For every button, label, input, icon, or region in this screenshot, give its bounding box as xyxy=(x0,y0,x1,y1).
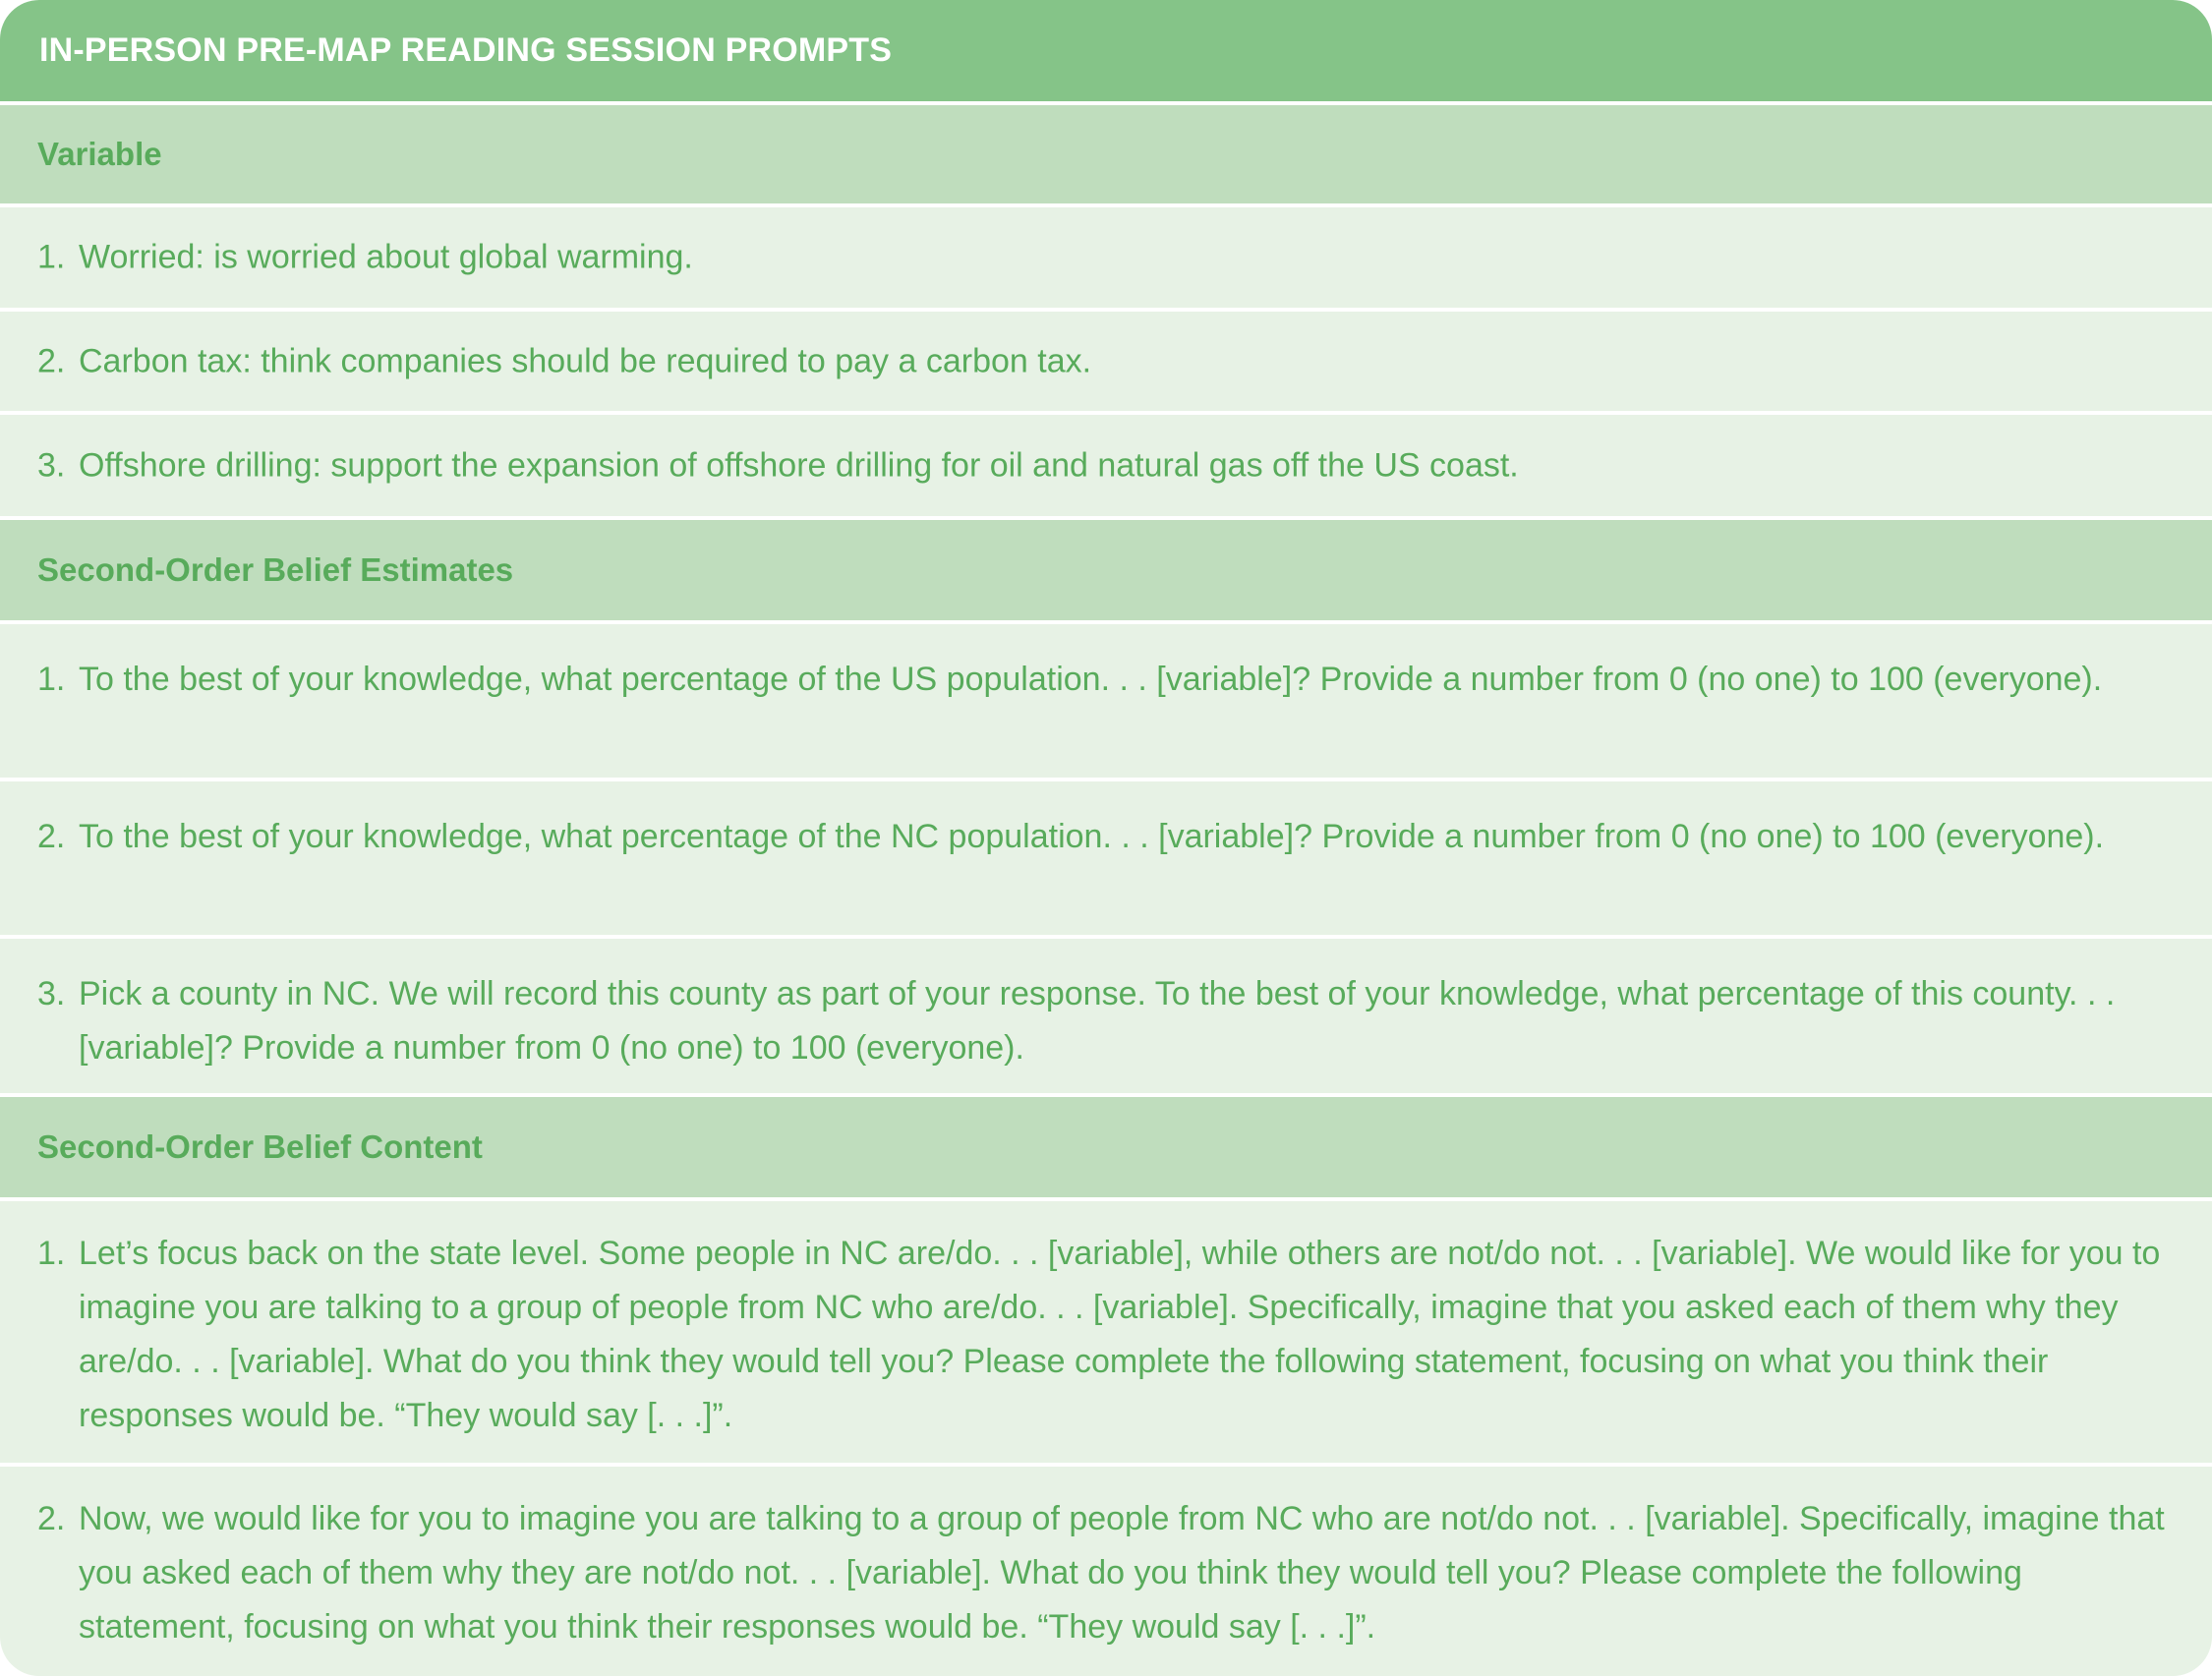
item-number: 2. xyxy=(37,818,66,855)
item-number: 2. xyxy=(37,342,66,379)
item-text: To the best of your knowledge, what percentage of the US population. . . [variable]? Provide a number from 0 (no one) to 100 (everyone). xyxy=(79,661,2103,698)
list-item xyxy=(0,312,2212,411)
section-heading-label: Second-Order Belief Estimates xyxy=(37,551,514,588)
item-text: Now, we would like for you to imagine you are talking to a group of people from NC who are not/do not. . . [variable]. Specifically, imagine that you asked each of them why they are not/do not. . . [variable]. What do you think they would tell you? Please complete the following statement, focusing on what you think their responses would be. “They would say [. . .]”. xyxy=(79,1500,2165,1646)
item-text: Pick a county in NC. We will record this county as part of your response. To the best of your knowledge, what percentage of this county. . . [variable]? Provide a number from 0 (no one) to 100 (everyone). xyxy=(79,975,2116,1067)
item-number: 1. xyxy=(37,661,66,698)
list-item xyxy=(0,781,2212,935)
item-text: Let’s focus back on the state level. Some people in NC are/do. . . [variable], while others are not/do not. . . [variable]. We would like for you to imagine you are talking to a group of people from NC who are/do. . . [variable]. Specifically, imagine that you asked each of them why they are/do. . . [variable]. What do you think they would tell you? Please complete the following statement, focusing on what you think their responses would be. “They would say [. . .]”. xyxy=(79,1235,2161,1434)
list-item xyxy=(0,415,2212,516)
list-item xyxy=(0,624,2212,778)
item-text: Carbon tax: think companies should be required to pay a carbon tax. xyxy=(79,342,1092,379)
list-item xyxy=(0,1467,2212,1676)
table-title-bar xyxy=(0,0,2212,101)
list-item xyxy=(0,207,2212,308)
section-heading-content xyxy=(0,1097,2212,1197)
section-heading-variable xyxy=(0,105,2212,203)
section-heading-estimates xyxy=(0,520,2212,620)
list-item xyxy=(0,939,2212,1093)
item-number: 1. xyxy=(37,238,66,276)
item-text: To the best of your knowledge, what percentage of the NC population. . . [variable]? Provide a number from 0 (no one) to 100 (everyone). xyxy=(79,818,2105,855)
item-number: 3. xyxy=(37,975,66,1012)
item-number: 2. xyxy=(37,1500,66,1537)
item-number: 3. xyxy=(37,446,66,484)
item-text: Worried: is worried about global warming. xyxy=(79,238,693,276)
item-number: 1. xyxy=(37,1235,66,1272)
table-title: IN-PERSON PRE-MAP READING SESSION PROMPTS xyxy=(39,31,893,69)
item-text: Offshore drilling: support the expansion of offshore drilling for oil and natural gas off the US coast. xyxy=(79,446,1519,484)
section-heading-label: Second-Order Belief Content xyxy=(37,1128,483,1165)
section-heading-label: Variable xyxy=(37,136,162,172)
list-item xyxy=(0,1201,2212,1463)
